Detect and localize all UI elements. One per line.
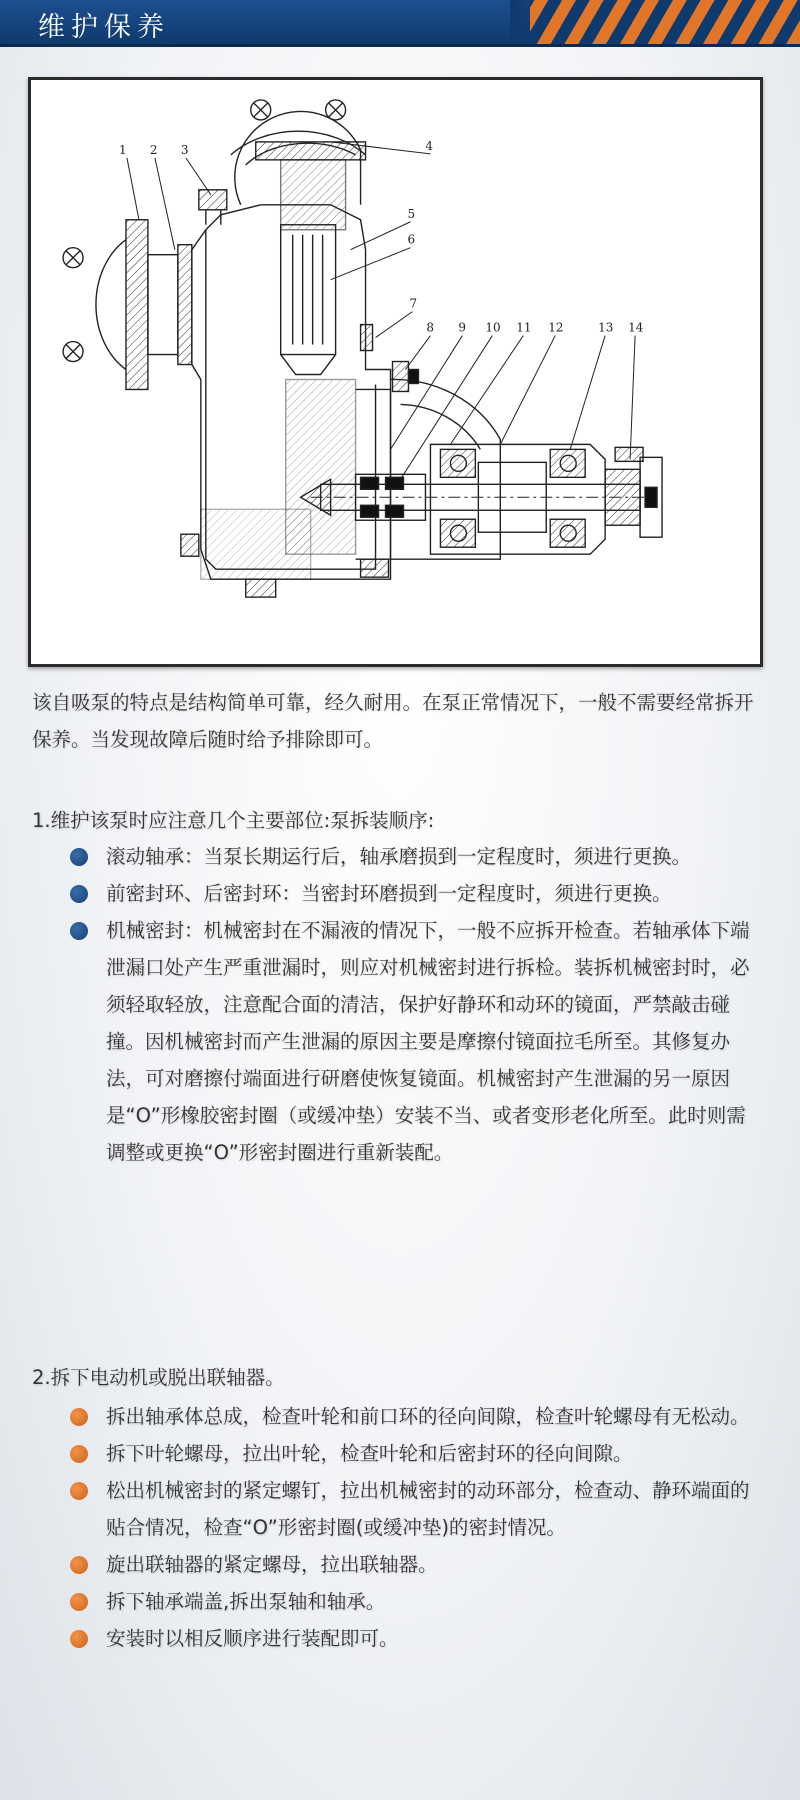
list-item — [70, 1583, 750, 1620]
list-item-text: 前密封环、后密封环：当密封环磨损到一定程度时，须进行更换。 — [106, 882, 672, 905]
part-label-1: 1 — [118, 142, 127, 157]
list-item — [70, 1546, 750, 1583]
list-item-text: 旋出联轴器的紧定螺母，拉出联轴器。 — [106, 1553, 438, 1576]
part-label-14: 14 — [628, 320, 644, 335]
list-item — [70, 912, 750, 1171]
list-item-text: 滚动轴承：当泵长期运行后，轴承磨损到一定程度时，须进行更换。 — [106, 845, 692, 868]
orange-bullet-icon — [70, 1482, 88, 1500]
part-label-12: 12 — [548, 320, 564, 335]
part-label-13: 13 — [598, 320, 614, 335]
section1-title: 1.维护该泵时应注意几个主要部位:泵拆装顺序: — [32, 809, 435, 832]
part-label-7: 7 — [409, 296, 418, 311]
pump-cross-section-diagram — [28, 77, 763, 667]
part-label-6: 6 — [407, 232, 416, 247]
orange-bullet-icon — [70, 1556, 88, 1574]
section-header — [0, 0, 800, 47]
list-item-text: 拆下叶轮螺母，拉出叶轮，检查叶轮和后密封环的径向间隙。 — [106, 1442, 633, 1465]
list-item — [70, 1435, 750, 1472]
orange-bullet-icon — [70, 1593, 88, 1611]
list-item — [70, 1620, 750, 1657]
list-item — [70, 1472, 750, 1546]
section2-title: 2.拆下电动机或脱出联轴器。 — [32, 1366, 285, 1389]
pump-drawing — [31, 80, 760, 664]
list-item-text: 安装时以相反顺序进行装配即可。 — [106, 1627, 399, 1650]
part-label-11: 11 — [516, 320, 532, 335]
intro-paragraph: 该自吸泵的特点是结构简单可靠，经久耐用。在泵正常情况下，一般不需要经常拆开保养。当发现故障后随时给予排除即可。 — [32, 691, 754, 751]
list-item-text: 拆下轴承端盖,拆出泵轴和轴承。 — [106, 1590, 386, 1613]
header-title: 维护保养 — [38, 12, 170, 43]
part-label-2: 2 — [149, 142, 158, 157]
list-item-text: 机械密封：机械密封在不漏液的情况下，一般不应拆开检查。若轴承体下端泄漏口处产生严重泄漏时，则应对机械密封进行拆检。装拆机械密封时，必须轻取轻放，注意配合面的清洁，保护好静环和动环的镜面，严禁敲击碰撞。因机械密封而产生泄漏的原因主要是摩擦付镜面拉毛所至。其修复办法，可对磨擦付端面进行研磨使恢复镜面。机械密封产生泄漏的另一原因是“O”形橡胶密封圈（或缓冲垫）安装不当、或者变形老化所至。此时则需调整或更换“O”形密封圈进行重新装配。 — [106, 919, 750, 1164]
part-label-8: 8 — [426, 320, 435, 335]
header-stripes-decoration — [530, 0, 800, 44]
orange-bullet-icon — [70, 1630, 88, 1648]
part-label-10: 10 — [485, 320, 501, 335]
orange-bullet-icon — [70, 1408, 88, 1426]
list-item-text: 松出机械密封的紧定螺钉，拉出机械密封的动环部分，检查动、静环端面的贴合情况，检查“O”形密封圈(或缓冲垫)的密封情况。 — [106, 1479, 750, 1539]
list-item — [70, 838, 750, 875]
part-label-9: 9 — [458, 320, 467, 335]
list-item — [70, 875, 750, 912]
part-label-4: 4 — [425, 138, 434, 153]
section2-list — [70, 1398, 750, 1657]
blue-bullet-icon — [70, 922, 88, 940]
list-item — [70, 1398, 750, 1435]
blue-bullet-icon — [70, 848, 88, 866]
orange-bullet-icon — [70, 1445, 88, 1463]
list-item-text: 拆出轴承体总成，检查叶轮和前口环的径向间隙，检查叶轮螺母有无松动。 — [106, 1405, 750, 1428]
part-label-3: 3 — [180, 142, 189, 157]
section1-list — [70, 838, 750, 1171]
blue-bullet-icon — [70, 885, 88, 903]
part-label-5: 5 — [407, 206, 416, 221]
